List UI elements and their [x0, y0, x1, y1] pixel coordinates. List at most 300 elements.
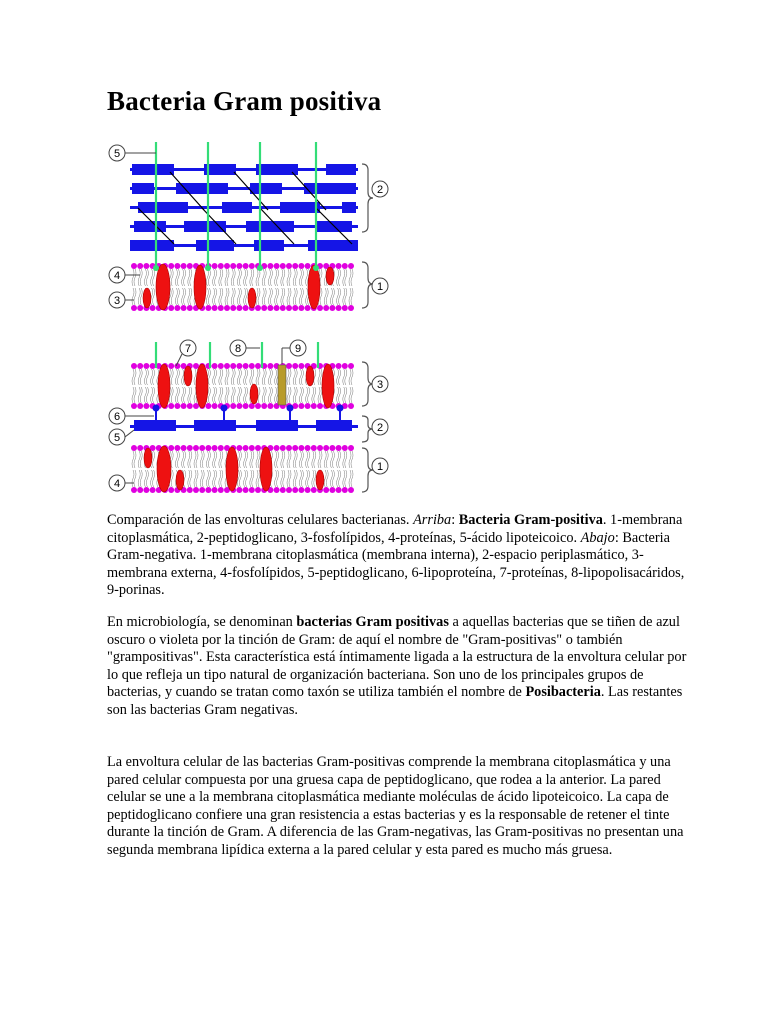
page-title: Bacteria Gram positiva — [107, 86, 382, 116]
lipid-tail — [138, 451, 142, 468]
glycan-strand — [256, 164, 298, 175]
lipid-tail — [188, 269, 192, 286]
lipid-tail — [256, 369, 260, 385]
phospholipid-head — [286, 305, 292, 311]
lipid-tail — [231, 387, 235, 403]
phospholipid-head — [329, 305, 335, 311]
lipid-tail — [182, 269, 186, 286]
inner-membrane-lipid-head — [298, 445, 304, 451]
outer-membrane-lipid-head — [137, 363, 143, 369]
lipid-tail — [343, 387, 347, 403]
inner-membrane-lipid-head — [243, 445, 249, 451]
phospholipid-head — [342, 263, 348, 269]
protein — [196, 364, 208, 408]
glycan-strand — [130, 240, 174, 251]
outer-membrane-lipid-head — [168, 403, 174, 409]
lipid-tail — [275, 269, 279, 286]
lipid-tail — [275, 451, 279, 468]
lipid-tail — [206, 269, 210, 286]
svg-text:1: 1 — [376, 461, 384, 473]
lipid-tail — [138, 288, 142, 305]
svg-text:1: 1 — [376, 281, 384, 293]
outer-membrane-lipid-head — [205, 403, 211, 409]
outer-membrane-lipid-head — [131, 403, 137, 409]
lipid-tail — [151, 470, 155, 487]
inner-membrane-lipid-head — [143, 487, 149, 493]
phospholipid-head — [274, 263, 280, 269]
lipid-tail — [219, 288, 223, 305]
phospholipid-head — [243, 305, 249, 311]
lipid-tail — [349, 451, 353, 468]
label-2-bottom — [372, 419, 388, 435]
outer-membrane-lipid-head — [218, 363, 224, 369]
lipoprotein-anchor — [337, 405, 344, 412]
lipoprotein-anchor — [221, 405, 228, 412]
lipid-tail — [132, 288, 136, 305]
lipid-tail — [144, 470, 148, 487]
lipid-tail — [213, 470, 217, 487]
lipid-tail — [213, 369, 217, 385]
lipid-tail — [330, 470, 334, 487]
glycan-strand — [326, 164, 356, 175]
anchor-point — [153, 265, 159, 271]
lipid-tail — [138, 369, 142, 385]
svg-text:9: 9 — [294, 343, 302, 355]
inner-membrane — [131, 445, 354, 493]
outer-membrane-lipid-head — [243, 403, 249, 409]
lipid-tail — [349, 387, 353, 403]
lipid-tail — [244, 470, 248, 487]
outer-membrane-lipid-head — [243, 363, 249, 369]
lipid-tail — [281, 269, 285, 286]
svg-text:2: 2 — [376, 422, 384, 434]
inner-membrane-lipid-head — [236, 487, 242, 493]
lipid-tail — [299, 369, 303, 385]
lipid-tail — [175, 269, 179, 286]
cytoplasmic-membrane — [131, 263, 354, 311]
outer-membrane-lipid-head — [267, 363, 273, 369]
lipid-tail — [324, 288, 328, 305]
caption-text: . 1-membrana citoplasmática, 2-peptidoglicano, 3-fosfolípidos, 4-proteínas, 5-ácido lipoteicoico. — [107, 512, 683, 546]
lipid-tail — [299, 387, 303, 403]
inner-membrane-lipid-head — [348, 445, 354, 451]
lipid-tail — [219, 387, 223, 403]
lipid-tail — [343, 288, 347, 305]
lipid-tail — [281, 470, 285, 487]
phospholipid-head — [305, 263, 311, 269]
lipid-tail — [337, 269, 341, 286]
protein — [248, 288, 256, 308]
lipid-tail — [250, 369, 254, 385]
outer-membrane-lipid-head — [267, 403, 273, 409]
inner-membrane-lipid-head — [292, 487, 298, 493]
label-5-bottom — [109, 429, 134, 445]
phospholipid-head — [298, 263, 304, 269]
label-1-bottom — [372, 458, 388, 474]
inner-membrane-lipid-head — [255, 487, 261, 493]
lipid-tail — [299, 288, 303, 305]
lipid-tail — [293, 470, 297, 487]
inner-membrane-lipid-head — [305, 487, 311, 493]
glycan-strand — [132, 183, 154, 194]
phospholipid-head — [168, 305, 174, 311]
inner-membrane-lipid-head — [218, 487, 224, 493]
inner-membrane-lipid-head — [280, 445, 286, 451]
phospholipid-head — [181, 305, 187, 311]
outer-membrane-lipid-head — [137, 403, 143, 409]
phospholipid-head — [280, 305, 286, 311]
phospholipid-head — [249, 263, 255, 269]
lipid-tail — [324, 451, 328, 468]
inner-membrane-lipid-head — [274, 445, 280, 451]
lipid-tail — [281, 451, 285, 468]
lipid-tail — [262, 288, 266, 305]
phospholipid-head — [187, 263, 193, 269]
phospholipid-head — [230, 263, 236, 269]
porin — [278, 365, 286, 405]
lipid-tail — [219, 451, 223, 468]
lipid-tail — [262, 269, 266, 286]
lipid-tail — [268, 387, 272, 403]
inner-membrane-lipid-head — [150, 487, 156, 493]
inner-membrane-lipid-head — [131, 445, 137, 451]
lipid-tail — [312, 387, 316, 403]
outer-membrane-lipid-head — [236, 363, 242, 369]
phospholipid-head — [174, 263, 180, 269]
lipid-tail — [138, 470, 142, 487]
outer-membrane-lipid-head — [187, 403, 193, 409]
caption-text: Comparación de las envolturas celulares bacterianas. — [107, 512, 414, 528]
cell-envelope-figure — [104, 138, 396, 500]
outer-membrane-lipid-head — [212, 403, 218, 409]
lipid-tail — [138, 269, 142, 286]
phospholipid-head — [212, 305, 218, 311]
lipid-tail — [213, 451, 217, 468]
phospholipid-head — [305, 305, 311, 311]
phospholipid-head — [236, 263, 242, 269]
phospholipid-head — [292, 263, 298, 269]
outer-membrane-lipid-head — [292, 363, 298, 369]
inner-membrane-lipid-head — [348, 487, 354, 493]
lipid-tail — [219, 470, 223, 487]
outer-membrane-lipid-head — [311, 403, 317, 409]
lipid-tail — [318, 451, 322, 468]
svg-text:7: 7 — [184, 343, 192, 355]
glycan-strand — [194, 420, 236, 431]
bold-term: bacterias Gram positivas — [296, 614, 449, 630]
lipid-tail — [337, 288, 341, 305]
lipid-tail — [200, 451, 204, 468]
inner-membrane-lipid-head — [317, 445, 323, 451]
label-2-top — [372, 181, 388, 197]
svg-text:2: 2 — [376, 184, 384, 196]
outer-membrane-lipid-head — [236, 403, 242, 409]
lipid-tail — [293, 387, 297, 403]
lipid-tail — [244, 387, 248, 403]
lipid-tail — [213, 269, 217, 286]
phospholipid-head — [286, 263, 292, 269]
lipid-tail — [231, 269, 235, 286]
protein — [306, 366, 314, 386]
outer-membrane-lipid-head — [174, 403, 180, 409]
label-8 — [230, 340, 260, 356]
inner-membrane-lipid-head — [329, 445, 335, 451]
lipid-tail — [306, 470, 310, 487]
lipid-tail — [330, 451, 334, 468]
inner-membrane-lipid-head — [249, 487, 255, 493]
paragraph-intro — [107, 614, 687, 720]
inner-membrane-lipid-head — [199, 487, 205, 493]
inner-membrane-lipid-head — [280, 487, 286, 493]
phospholipid-head — [348, 305, 354, 311]
phospholipid-head — [243, 263, 249, 269]
outer-membrane-lipid-head — [342, 363, 348, 369]
phospholipid-head — [187, 305, 193, 311]
anchor-point — [205, 265, 211, 271]
lipid-tail — [244, 288, 248, 305]
outer-membrane-lipid-head — [143, 403, 149, 409]
phospholipid-head — [224, 305, 230, 311]
phospholipid-head — [280, 263, 286, 269]
lipid-tail — [175, 451, 179, 468]
glycan-strand — [134, 221, 166, 232]
outer-membrane-lipid-head — [261, 403, 267, 409]
inner-membrane-lipid-head — [212, 487, 218, 493]
lipid-tail — [299, 470, 303, 487]
protein — [260, 447, 272, 491]
lipid-tail — [324, 470, 328, 487]
inner-membrane-lipid-head — [193, 487, 199, 493]
inner-membrane-lipid-head — [181, 445, 187, 451]
outer-membrane-lipid-head — [131, 363, 137, 369]
phospholipid-head — [267, 263, 273, 269]
phospholipid-head — [137, 263, 143, 269]
glycan-strand — [134, 420, 176, 431]
lipid-tail — [225, 269, 229, 286]
outer-membrane-lipid-head — [298, 403, 304, 409]
protein — [158, 364, 170, 408]
inner-membrane-lipid-head — [336, 487, 342, 493]
paragraph-text: En microbiología, se denominan — [107, 614, 297, 630]
lipid-tail — [182, 387, 186, 403]
paragraph-envelope: La envoltura celular de las bacterias Gram-positivas comprende la membrana citoplasmática y una pared celular compuesta por una gruesa capa de peptidoglicano, que rodea a la anterior. La pared celular se une a la membrana citoplasmática mediante moléculas de ácido lipoteicoico. La capa de peptidoglicano confiere una gran resistencia a estas bacterias y es la responsable de retener el tinte durante la tinción de Gram. A diferencia de las Gram-negativas, las Gram-positivas no presentan una segunda membrana lipídica externa a la pared celular y esta pared es mucho más gruesa. — [107, 754, 684, 858]
lipoprotein-anchor — [287, 405, 294, 412]
lipid-tail — [312, 451, 316, 468]
lipid-tail — [132, 387, 136, 403]
inner-membrane-lipid-head — [137, 487, 143, 493]
protein — [326, 267, 334, 285]
lipid-tail — [225, 387, 229, 403]
figure-caption — [107, 512, 687, 600]
lipid-tail — [250, 451, 254, 468]
lipid-tail — [349, 269, 353, 286]
outer-membrane-lipid-head — [305, 403, 311, 409]
phospholipid-head — [174, 305, 180, 311]
lipid-tail — [312, 470, 316, 487]
label-5-top — [109, 145, 156, 161]
lipid-tail — [151, 387, 155, 403]
phospholipid-head — [261, 305, 267, 311]
lipid-tail — [250, 269, 254, 286]
lipid-tail — [299, 451, 303, 468]
lipid-tail — [237, 369, 241, 385]
lipid-tail — [318, 369, 322, 385]
lipid-tail — [237, 269, 241, 286]
lipid-tail — [219, 269, 223, 286]
label-1-top — [372, 278, 388, 294]
lipid-tail — [250, 470, 254, 487]
svg-text:3: 3 — [113, 295, 121, 307]
lipid-tail — [144, 369, 148, 385]
inner-membrane-lipid-head — [193, 445, 199, 451]
lipid-tail — [330, 288, 334, 305]
inner-membrane-lipid-head — [205, 487, 211, 493]
paragraph-text: a aquellas bacterias que se tiñen de azul oscuro o violeta por la tinción de Gram: de aquí el nombre de "Gram-positivas" o también "grampositivas". Esta característica está íntimamente ligada a la estructura de la envoltura celular por lo que refleja un tipo natural de organización bacteriana. Son uno de los principales grupos de bacterias, y cuando se tratan como taxón se utiliza también el nombre de — [107, 614, 687, 701]
phospholipid-head — [348, 263, 354, 269]
outer-membrane-lipid-head — [336, 363, 342, 369]
glycan-strand — [246, 221, 294, 232]
lipid-tail — [349, 369, 353, 385]
peptidoglycan-layer — [130, 164, 358, 251]
lipid-tail — [275, 288, 279, 305]
inner-membrane-lipid-head — [131, 487, 137, 493]
brace-peptidoglycan — [362, 164, 373, 232]
lipid-tail — [237, 288, 241, 305]
inner-membrane-lipid-head — [342, 445, 348, 451]
inner-membrane-lipid-head — [305, 445, 311, 451]
protein — [322, 364, 334, 408]
lipid-tail — [182, 288, 186, 305]
paragraph-text: . Las restantes son las bacterias Gram negativas. — [107, 684, 683, 718]
lipid-tail — [256, 451, 260, 468]
lipid-tail — [132, 369, 136, 385]
brace-inner-membrane — [362, 448, 373, 492]
label-9 — [282, 340, 306, 364]
lipid-tail — [287, 387, 291, 403]
lipid-tail — [287, 451, 291, 468]
lipid-tail — [281, 288, 285, 305]
inner-membrane-lipid-head — [218, 445, 224, 451]
lipid-tail — [343, 451, 347, 468]
inner-membrane-lipid-head — [255, 445, 261, 451]
lipid-tail — [306, 387, 310, 403]
inner-membrane-lipid-head — [286, 487, 292, 493]
lipid-tail — [175, 369, 179, 385]
lipid-tail — [343, 269, 347, 286]
glycan-strand — [316, 420, 352, 431]
lipid-tail — [188, 470, 192, 487]
protein — [194, 265, 206, 309]
glycan-strand — [280, 202, 320, 213]
phospholipid-head — [336, 263, 342, 269]
protein — [144, 448, 152, 468]
glycan-strand — [222, 202, 252, 213]
lipid-tail — [287, 470, 291, 487]
lipid-tail — [188, 451, 192, 468]
brace-periplasm — [362, 416, 373, 442]
lipid-tail — [275, 470, 279, 487]
phospholipid-head — [218, 263, 224, 269]
inner-membrane-lipid-head — [199, 445, 205, 451]
glycan-strand — [176, 183, 228, 194]
protein — [176, 470, 184, 490]
lipid-tail — [293, 451, 297, 468]
inner-membrane-lipid-head — [329, 487, 335, 493]
lipid-tail — [287, 369, 291, 385]
inner-membrane-lipid-head — [137, 445, 143, 451]
svg-text:3: 3 — [376, 379, 384, 391]
lipid-tail — [349, 288, 353, 305]
lipid-tail — [299, 269, 303, 286]
lipid-tail — [194, 470, 198, 487]
phospholipid-head — [342, 305, 348, 311]
lipid-tail — [219, 369, 223, 385]
protein — [226, 447, 238, 491]
phospholipid-head — [212, 263, 218, 269]
phospholipid-head — [168, 263, 174, 269]
inner-membrane-lipid-head — [292, 445, 298, 451]
lipid-tail — [337, 387, 341, 403]
lipid-tail — [213, 288, 217, 305]
inner-membrane-lipid-head — [243, 487, 249, 493]
phospholipid-head — [205, 305, 211, 311]
lipid-tail — [138, 387, 142, 403]
inner-membrane-lipid-head — [342, 487, 348, 493]
inner-membrane-lipid-head — [311, 445, 317, 451]
glycan-strand — [132, 164, 174, 175]
glycan-strand — [138, 202, 188, 213]
lipid-tail — [175, 387, 179, 403]
lipid-tail — [244, 269, 248, 286]
lipid-tail — [337, 470, 341, 487]
lipid-tail — [293, 369, 297, 385]
outer-membrane-lipid-head — [168, 363, 174, 369]
lipid-tail — [318, 387, 322, 403]
lipid-tail — [268, 369, 272, 385]
phospholipid-head — [131, 305, 137, 311]
glycan-strand — [342, 202, 356, 213]
caption-arriba: Arriba — [413, 512, 452, 528]
protein — [250, 384, 258, 404]
lipid-tail — [188, 288, 192, 305]
outer-membrane-lipid-head — [348, 363, 354, 369]
anchor-point — [313, 265, 319, 271]
protein — [308, 265, 320, 309]
lipid-tail — [151, 269, 155, 286]
outer-membrane-lipid-head — [181, 403, 187, 409]
phospholipid-head — [230, 305, 236, 311]
outer-membrane-lipid-head — [230, 403, 236, 409]
glycan-strand — [196, 240, 234, 251]
svg-text:5: 5 — [113, 148, 121, 160]
lipid-tail — [182, 451, 186, 468]
lipid-tail — [287, 269, 291, 286]
lipid-tail — [293, 269, 297, 286]
label-4-bottom — [109, 475, 134, 491]
inner-membrane-lipid-head — [187, 487, 193, 493]
lipid-tail — [244, 451, 248, 468]
phospholipid-head — [274, 305, 280, 311]
lipid-tail — [337, 369, 341, 385]
outer-membrane-lipid-head — [143, 363, 149, 369]
outer-membrane-lipid-head — [230, 363, 236, 369]
lipid-tail — [206, 288, 210, 305]
inner-membrane-lipid-head — [187, 445, 193, 451]
outer-membrane-lipid-head — [255, 363, 261, 369]
lipid-tail — [256, 288, 260, 305]
lipid-tail — [188, 387, 192, 403]
outer-membrane-lipid-head — [212, 363, 218, 369]
